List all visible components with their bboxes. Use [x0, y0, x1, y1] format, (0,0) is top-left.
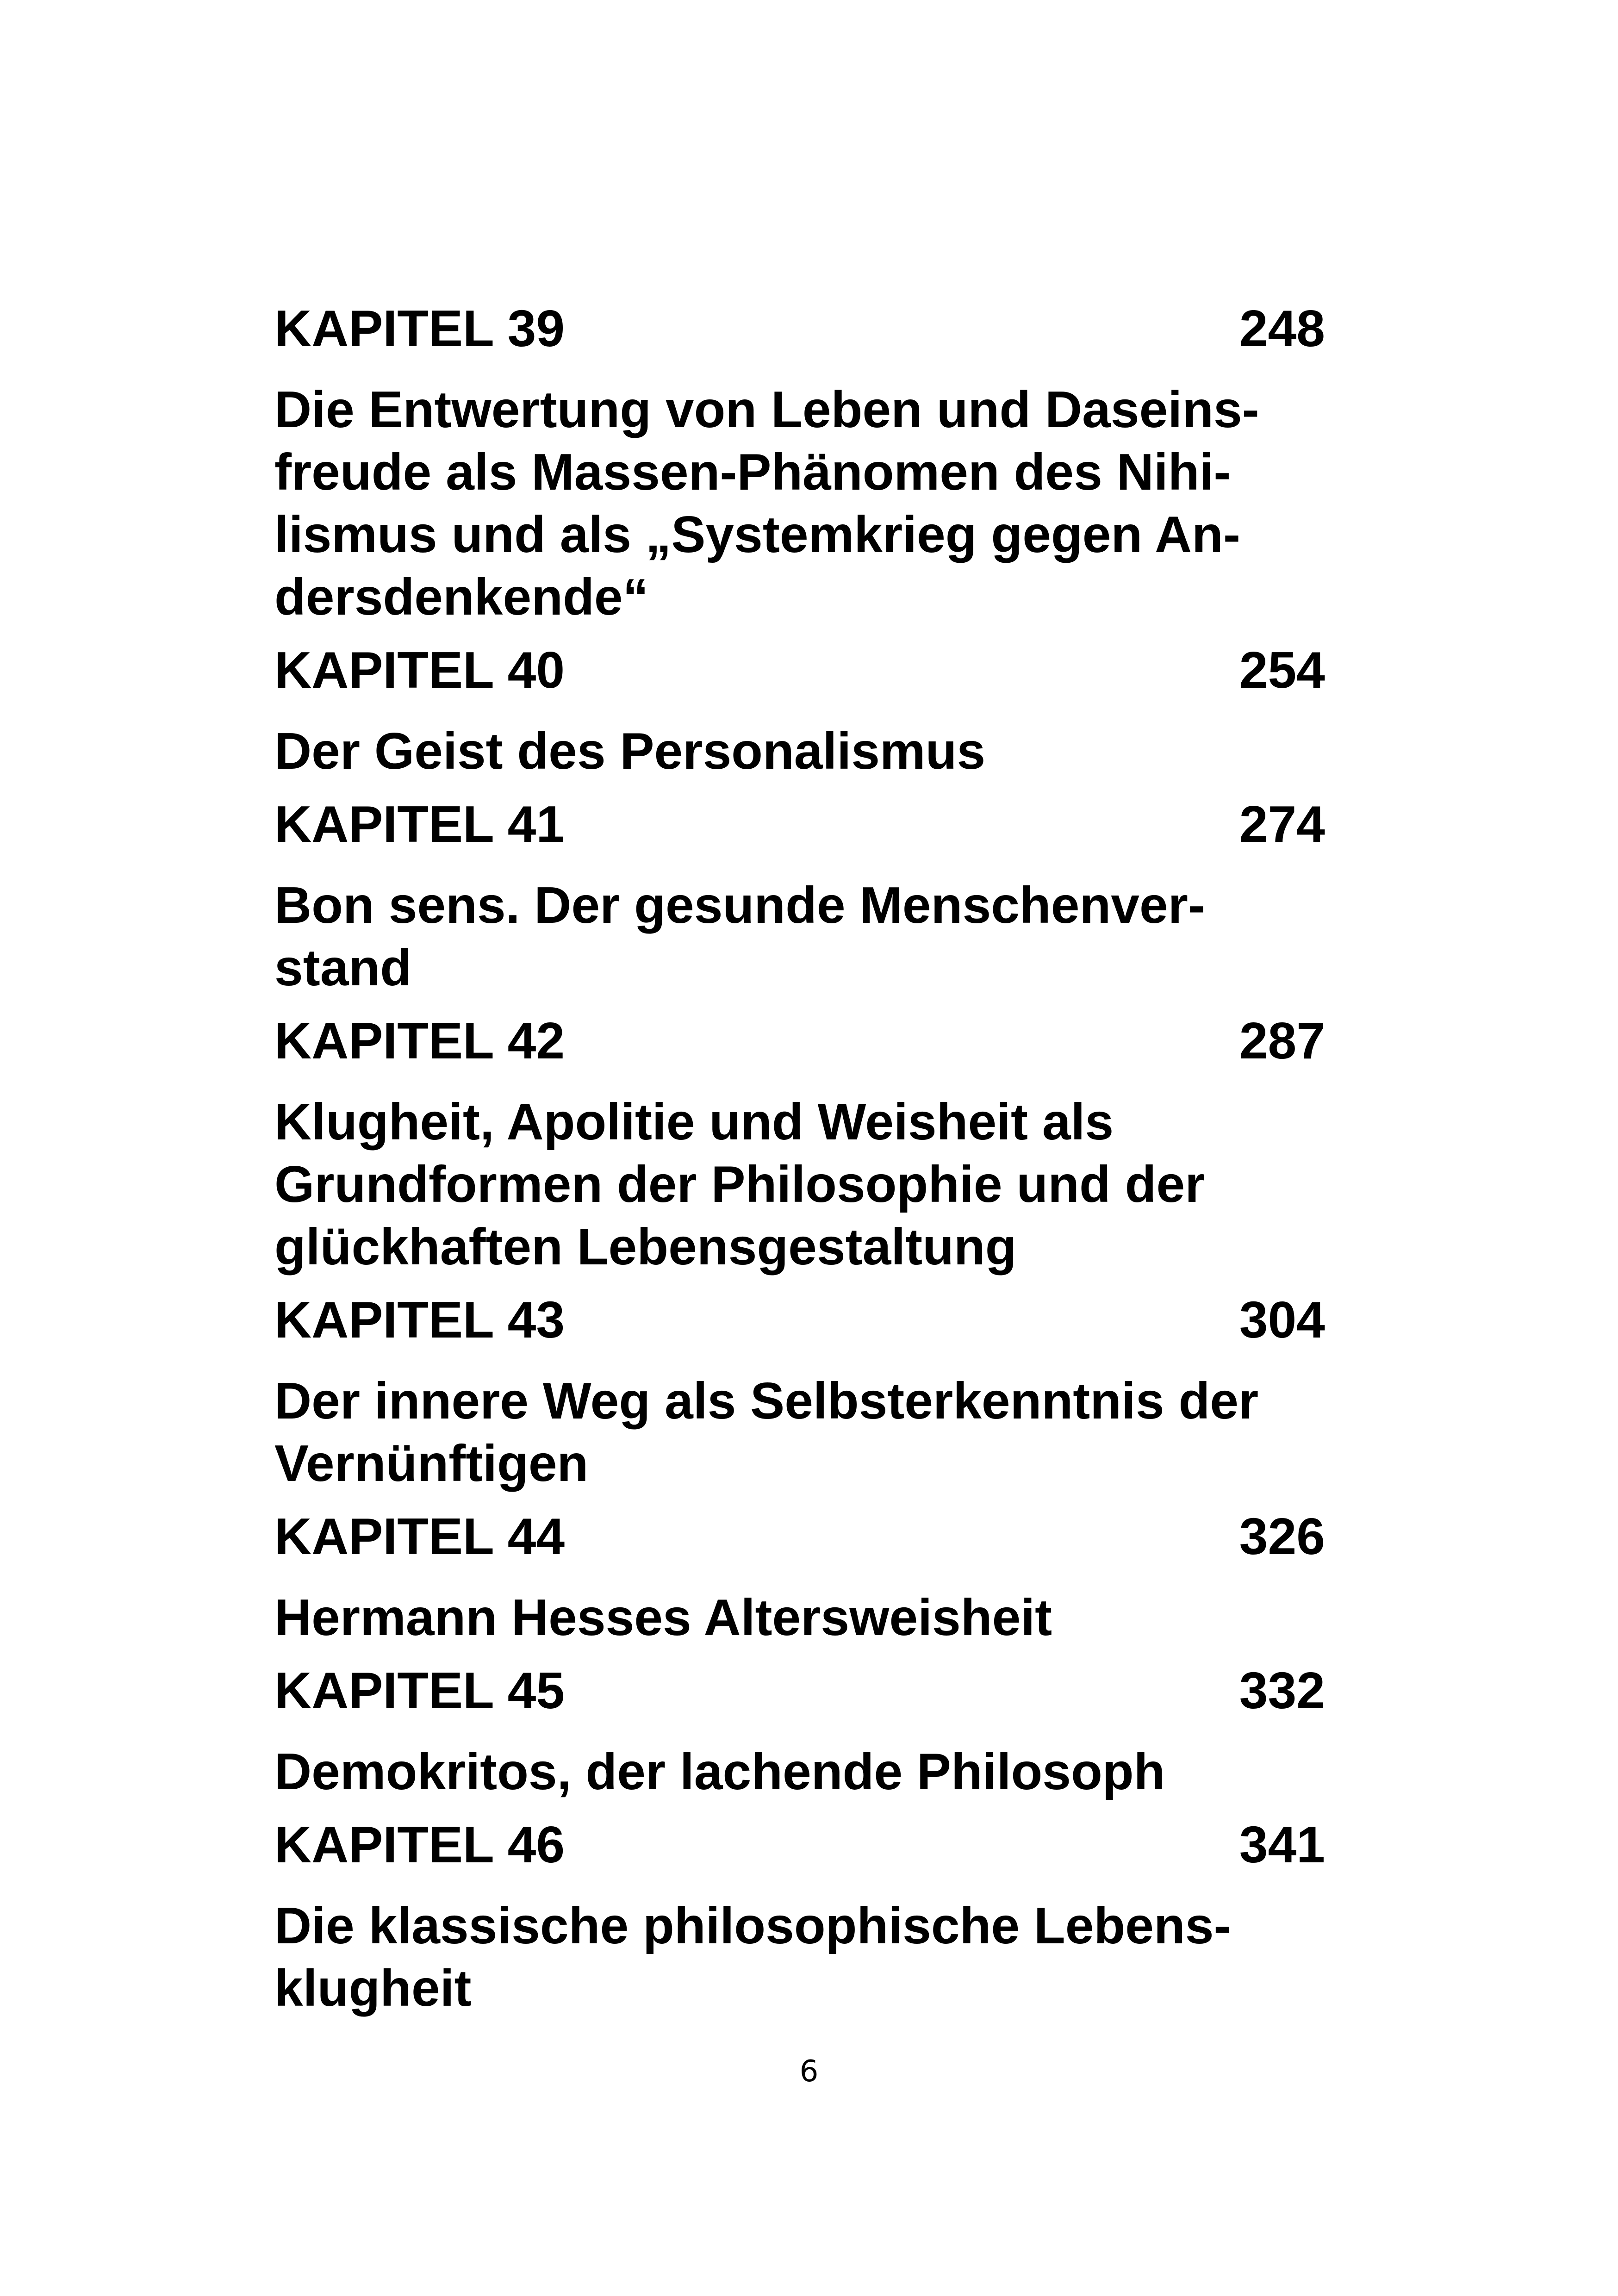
toc-entry [274, 1504, 1325, 1649]
chapter-title-line: Klugheit, Apolitie und Weisheit als [274, 1093, 1114, 1151]
chapter-title-line: glückhaften Lebensgestaltung [274, 1218, 1017, 1276]
toc-chapter-row [274, 1504, 1325, 1569]
toc-entry [274, 1288, 1325, 1495]
chapter-page-number: 341 [1239, 1816, 1325, 1873]
toc-entry [274, 296, 1325, 628]
chapter-title [274, 1587, 1325, 1649]
chapter-page-number: 304 [1239, 1291, 1325, 1349]
chapter-label: KAPITEL 42 [274, 1012, 565, 1070]
chapter-label: KAPITEL 43 [274, 1291, 565, 1349]
chapter-title [274, 720, 1325, 783]
chapter-page-number: 332 [1239, 1662, 1325, 1719]
chapter-label: KAPITEL 44 [274, 1508, 565, 1565]
chapter-title-line: Hermann Hesses Altersweisheit [274, 1589, 1052, 1646]
chapter-page-number: 248 [1239, 300, 1325, 357]
toc-entry [274, 638, 1325, 783]
toc-chapter-row [274, 1008, 1325, 1073]
chapter-title [274, 1895, 1325, 2020]
table-of-contents [274, 296, 1325, 2020]
chapter-title-line: Die klassische philosophische Lebens- [274, 1897, 1231, 1954]
chapter-title-line: stand [274, 939, 412, 996]
chapter-title [274, 874, 1325, 999]
chapter-label: KAPITEL 41 [274, 796, 565, 853]
toc-entry [274, 1008, 1325, 1278]
toc-chapter-row [274, 296, 1325, 361]
chapter-title [274, 1741, 1325, 1803]
chapter-title-line: Der innere Weg als Selbsterkenntnis der [274, 1372, 1259, 1430]
toc-chapter-row [274, 1288, 1325, 1352]
page-number: 6 [799, 2054, 819, 2089]
chapter-title [274, 1091, 1325, 1278]
chapter-title-line: freude als Massen-Phänomen des Nihi- [274, 443, 1231, 501]
chapter-title-line: Demokritos, der lachende Philosoph [274, 1743, 1165, 1800]
chapter-page-number: 254 [1239, 641, 1325, 699]
chapter-page-number: 274 [1239, 796, 1325, 853]
toc-chapter-row [274, 638, 1325, 703]
chapter-title [274, 1370, 1325, 1495]
chapter-title-line: Der Geist des Personalismus [274, 722, 986, 780]
chapter-label: KAPITEL 40 [274, 641, 565, 699]
chapter-title-line: dersdenkende“ [274, 568, 649, 626]
chapter-label: KAPITEL 39 [274, 300, 565, 357]
chapter-title [274, 379, 1325, 628]
chapter-title-line: Vernünftigen [274, 1435, 589, 1492]
chapter-title-line: lismus und als „Systemkrieg gegen An- [274, 506, 1240, 563]
toc-entry [274, 1812, 1325, 2020]
chapter-label: KAPITEL 45 [274, 1662, 565, 1719]
chapter-page-number: 326 [1239, 1508, 1325, 1565]
toc-chapter-row [274, 792, 1325, 857]
toc-chapter-row [274, 1812, 1325, 1877]
chapter-page-number: 287 [1239, 1012, 1325, 1070]
chapter-title-line: Bon sens. Der gesunde Menschenver- [274, 877, 1205, 934]
toc-entry [274, 792, 1325, 999]
chapter-title-line: klugheit [274, 1960, 472, 2017]
chapter-title-line: Die Entwertung von Leben und Daseins- [274, 381, 1259, 438]
chapter-title-line: Grundformen der Philosophie und der [274, 1156, 1205, 1213]
toc-entry [274, 1658, 1325, 1803]
toc-chapter-row [274, 1658, 1325, 1723]
chapter-label: KAPITEL 46 [274, 1816, 565, 1873]
